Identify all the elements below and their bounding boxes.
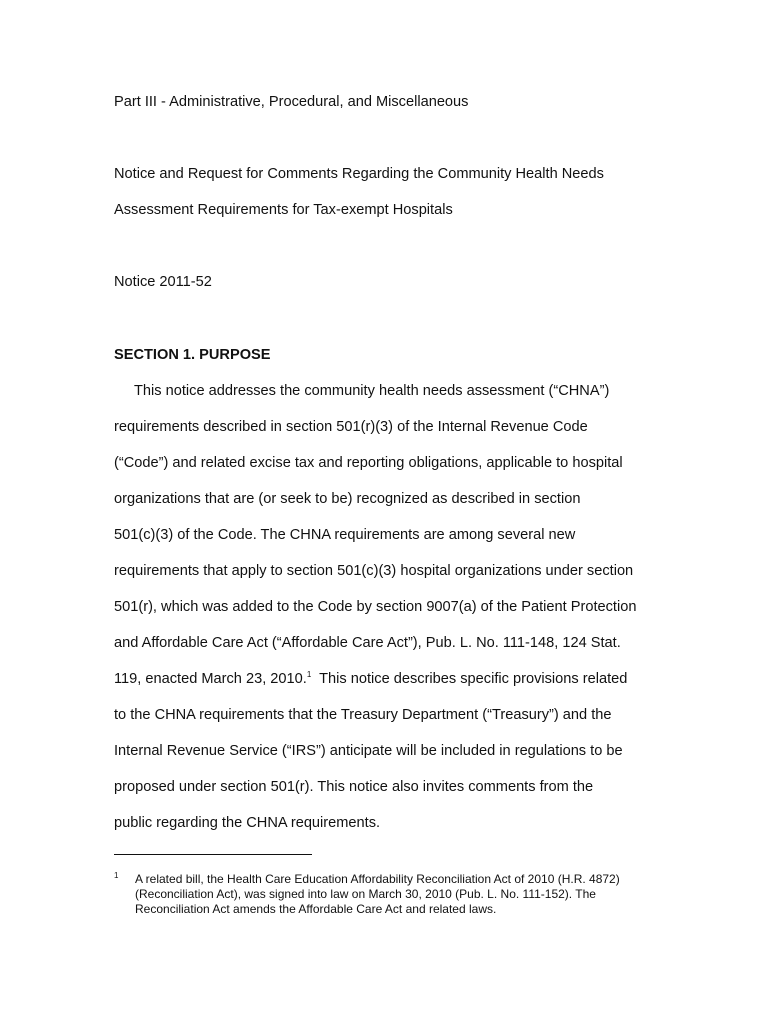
body-line-13: public regarding the CHNA requirements.	[114, 815, 381, 831]
body-line-11: Internal Revenue Service (“IRS”) anticipate will be included in regulations to be	[114, 743, 623, 759]
body-line-7: 501(r), which was added to the Code by section 9007(a) of the Patient Protection	[114, 599, 637, 615]
footnote-text	[135, 872, 665, 917]
footnote-line-2: (Reconciliation Act), was signed into law on March 30, 2010 (Pub. L. No. 111-152). The	[135, 887, 596, 901]
body-line-5: 501(c)(3) of the Code. The CHNA requirements are among several new	[114, 527, 576, 543]
body-line-9	[114, 670, 627, 688]
body-line-2: requirements described in section 501(r)(3) of the Internal Revenue Code	[114, 419, 588, 435]
body-line-10: to the CHNA requirements that the Treasury Department (“Treasury”) and the	[114, 707, 612, 723]
footnote-line-1: A related bill, the Health Care Education Affordability Reconciliation Act of 2010 (H.R. 4872)	[135, 872, 620, 886]
body-line-9-start: 119, enacted March 23, 2010.	[114, 671, 307, 687]
body-line-6: requirements that apply to section 501(c)(3) hospital organizations under section	[114, 563, 634, 579]
section-heading: SECTION 1. PURPOSE	[114, 347, 271, 363]
body-line-4: organizations that are (or seek to be) recognized as described in section	[114, 491, 581, 507]
body-line-12: proposed under section 501(r). This notice also invites comments from the	[114, 779, 594, 795]
part-title: Part III - Administrative, Procedural, and Miscellaneous	[114, 94, 469, 110]
body-line-8: and Affordable Care Act (“Affordable Care Act”), Pub. L. No. 111-148, 124 Stat.	[114, 635, 621, 651]
body-line-3: (“Code”) and related excise tax and reporting obligations, applicable to hospital	[114, 455, 623, 471]
footnote-line-3: Reconciliation Act amends the Affordable Care Act and related laws.	[135, 902, 497, 916]
notice-title-line-2: Assessment Requirements for Tax-exempt Hospitals	[114, 202, 453, 218]
footnote-separator	[114, 854, 312, 855]
body-line-9-end: This notice describes specific provisions related	[311, 671, 628, 687]
notice-title-line-1: Notice and Request for Comments Regarding the Community Health Needs	[114, 166, 604, 182]
footnote-reference[interactable]: 1	[306, 670, 312, 679]
footnote-marker: 1	[114, 871, 119, 880]
notice-number: Notice 2011-52	[114, 274, 212, 290]
body-line-1: This notice addresses the community health needs assessment (“CHNA”)	[134, 383, 610, 399]
